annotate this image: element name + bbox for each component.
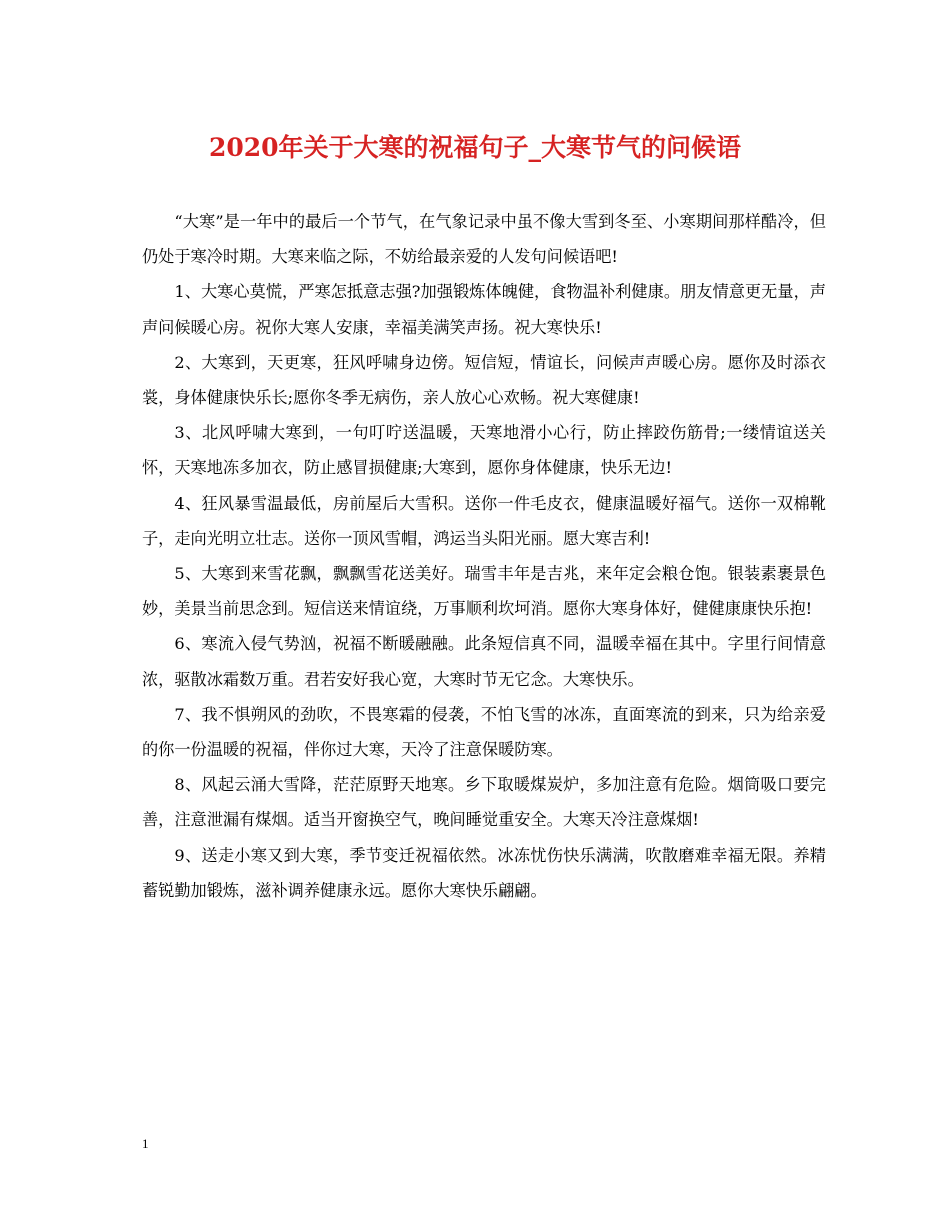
greeting-paragraph-6: 6、寒流入侵气势汹，祝福不断暖融融。此条短信真不同，温暖幸福在其中。字里行间情意浓，驱散冰霜数万重。君若安好我心宽，大寒时节无它念。大寒快乐。 (142, 634, 826, 689)
greeting-paragraph-4: 4、狂风暴雪温最低，房前屋后大雪积。送你一件毛皮衣，健康温暖好福气。送你一双棉靴子，走向光明立壮志。送你一顶风雪帽，鸿运当头阳光丽。愿大寒吉利! (142, 493, 826, 548)
document-body (142, 204, 826, 908)
greeting-paragraph-3: 3、北风呼啸大寒到，一句叮咛送温暖，天寒地滑小心行，防止摔跤伤筋骨;一缕情谊送关怀，天寒地冻多加衣，防止感冒损健康;大寒到，愿你身体健康，快乐无边! (142, 423, 826, 478)
document-title: 2020年关于大寒的祝福句子_大寒节气的问候语 (208, 133, 742, 162)
greeting-paragraph-7: 7、我不惧朔风的劲吹，不畏寒霜的侵袭，不怕飞雪的冰冻，直面寒流的到来，只为给亲爱的你一份温暖的祝福，伴你过大寒，天冷了注意保暖防寒。 (142, 704, 826, 760)
greeting-paragraph-8: 8、风起云涌大雪降，茫茫原野天地寒。乡下取暖煤炭炉，多加注意有危险。烟筒吸口要完善，注意泄漏有煤烟。适当开窗换空气，晚间睡觉重安全。大寒天冷注意煤烟! (142, 775, 826, 830)
greeting-paragraph-2: 2、大寒到，天更寒，狂风呼啸身边傍。短信短，情谊长，问候声声暖心房。愿你及时添衣裳，身体健康快乐长;愿你冬季无病伤，亲人放心心欢畅。祝大寒健康! (142, 352, 826, 408)
greeting-paragraph-5: 5、大寒到来雪花飘，飘飘雪花送美好。瑞雪丰年是吉兆，来年定会粮仓饱。银装素裹景色妙，美景当前思念到。短信送来情谊绕，万事顺利坎坷消。愿你大寒身体好，健健康康快乐抱! (142, 564, 826, 619)
page-number: 1 (142, 1136, 149, 1151)
intro-paragraph: “大寒”是一年中的最后一个节气，在气象记录中虽不像大雪到冬至、小寒期间那样酷冷，但仍处于寒冷时期。大寒来临之际，不妨给最亲爱的人发句问候语吧! (142, 212, 826, 267)
greeting-paragraph-9: 9、送走小寒又到大寒，季节变迁祝福依然。冰冻忧伤快乐满满，吹散磨难幸福无限。养精蓄锐勤加锻炼，滋补调养健康永远。愿你大寒快乐翩翩。 (142, 845, 826, 900)
greeting-paragraph-1: 1、大寒心莫慌，严寒怎抵意志强?加强锻炼体魄健，食物温补利健康。朋友情意更无量，声声问候暖心房。祝你大寒人安康，幸福美满笑声扬。祝大寒快乐! (142, 282, 826, 337)
